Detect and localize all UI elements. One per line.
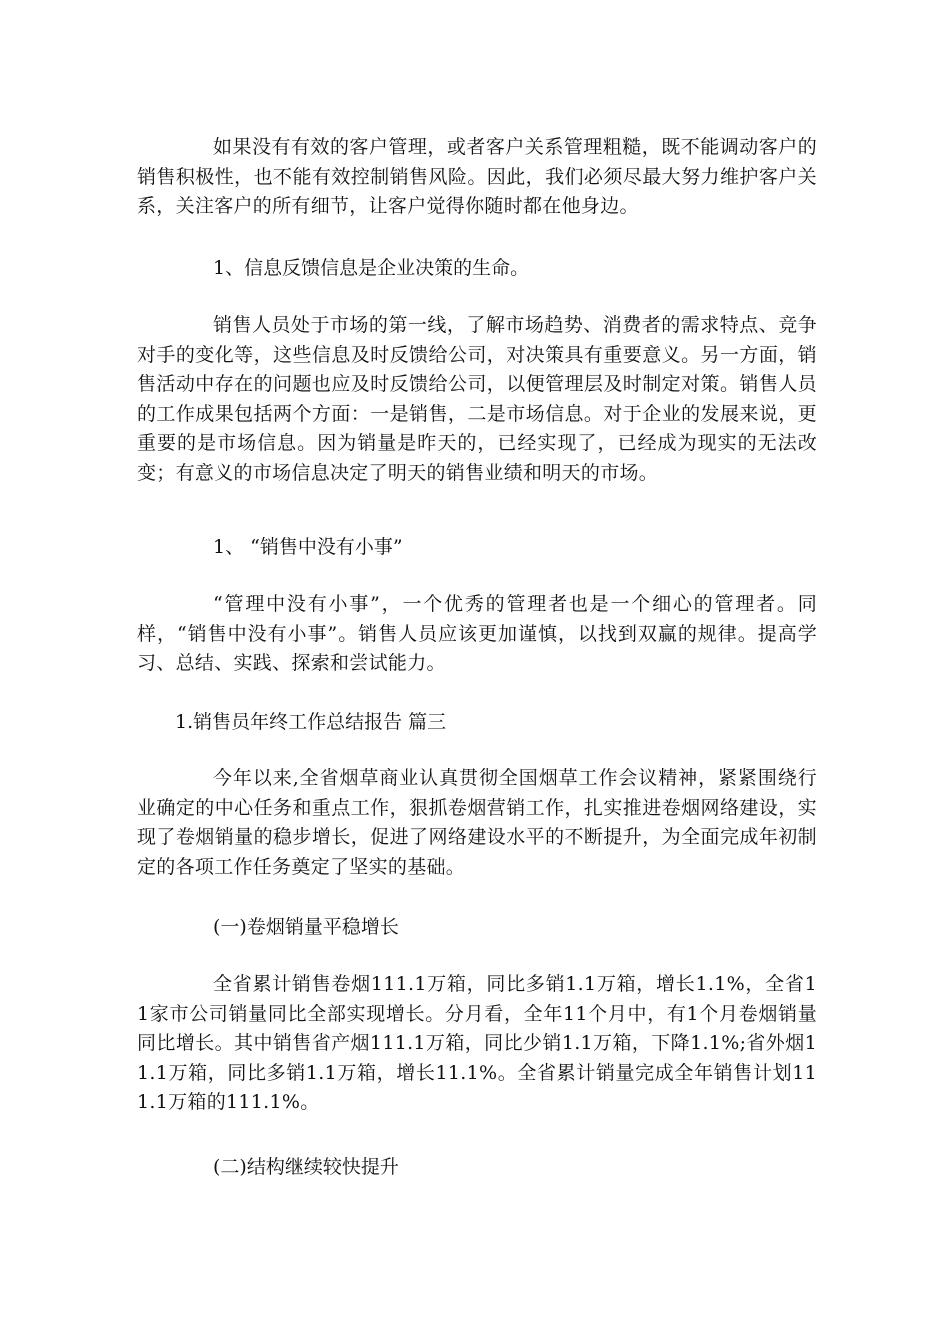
heading-no-small-matters: 1、 “销售中没有小事” — [213, 536, 403, 558]
paragraph-this-year: 今年以来,全省烟草商业认真贯彻全国烟草工作会议精神，紧紧围绕行业确定的中心任务和重点工作，狠抓卷烟营销工作，扎实推进卷烟网络建设，实现了卷烟销量的稳步增长，促进了网络建设水平的不断提升，为全面完成年初制定的各项工作任务奠定了坚实的基础。 — [137, 767, 817, 878]
paragraph-customer-management: 如果没有有效的客户管理，或者客户关系管理粗糙，既不能调动客户的销售积极性，也不能有效控制销售风险。因此，我们必须尽最大努力维护客户关系，关注客户的所有细节，让客户觉得你随时都在他身边。 — [137, 136, 817, 217]
paragraph-sales-staff: 销售人员处于市场的第一线，了解市场趋势、消费者的需求特点、竞争对手的变化等，这些信息及时反馈给公司，对决策具有重要意义。另一方面，销售活动中存在的问题也应及时反馈给公司，以便管理层及时制定对策。销售人员的工作成果包括两个方面：一是销售，二是市场信息。对于企业的发展来说，更重要的是市场信息。因为销量是昨天的，已经实现了，已经成为现实的无法改变；有意义的市场信息决定了明天的销售业绩和明天的市场。 — [137, 314, 817, 484]
heading-info-feedback: 1、信息反馈信息是企业决策的生命。 — [213, 257, 530, 279]
heading-report-part-three: 1.销售员年终工作总结报告 篇三 — [175, 711, 447, 733]
heading-structure-upgrade: (二)结构继续较快提升 — [213, 1156, 399, 1178]
paragraph-management: “管理中没有小事”，一个优秀的管理者也是一个细心的管理者。同样，“销售中没有小事”。销售人员应该更加谨慎，以找到双赢的规律。提高学习、总结、实践、探索和尝试能力。 — [137, 593, 817, 674]
paragraph-sales-figures: 全省累计销售卷烟111.1万箱，同比多销1.1万箱，增长1.1%，全省11家市公司销量同比全部实现增长。分月看，全年11个月中，有1个月卷烟销量同比增长。其中销售省产烟111.1万箱，同比少销1.1万箱，下降1.1%;省外烟11.1万箱，同比多销1.1万箱，增长11.1%。全省累计销量完成全年销售计划111.1万箱的111.1%。 — [137, 973, 817, 1113]
heading-sales-volume: (一)卷烟销量平稳增长 — [213, 916, 399, 938]
